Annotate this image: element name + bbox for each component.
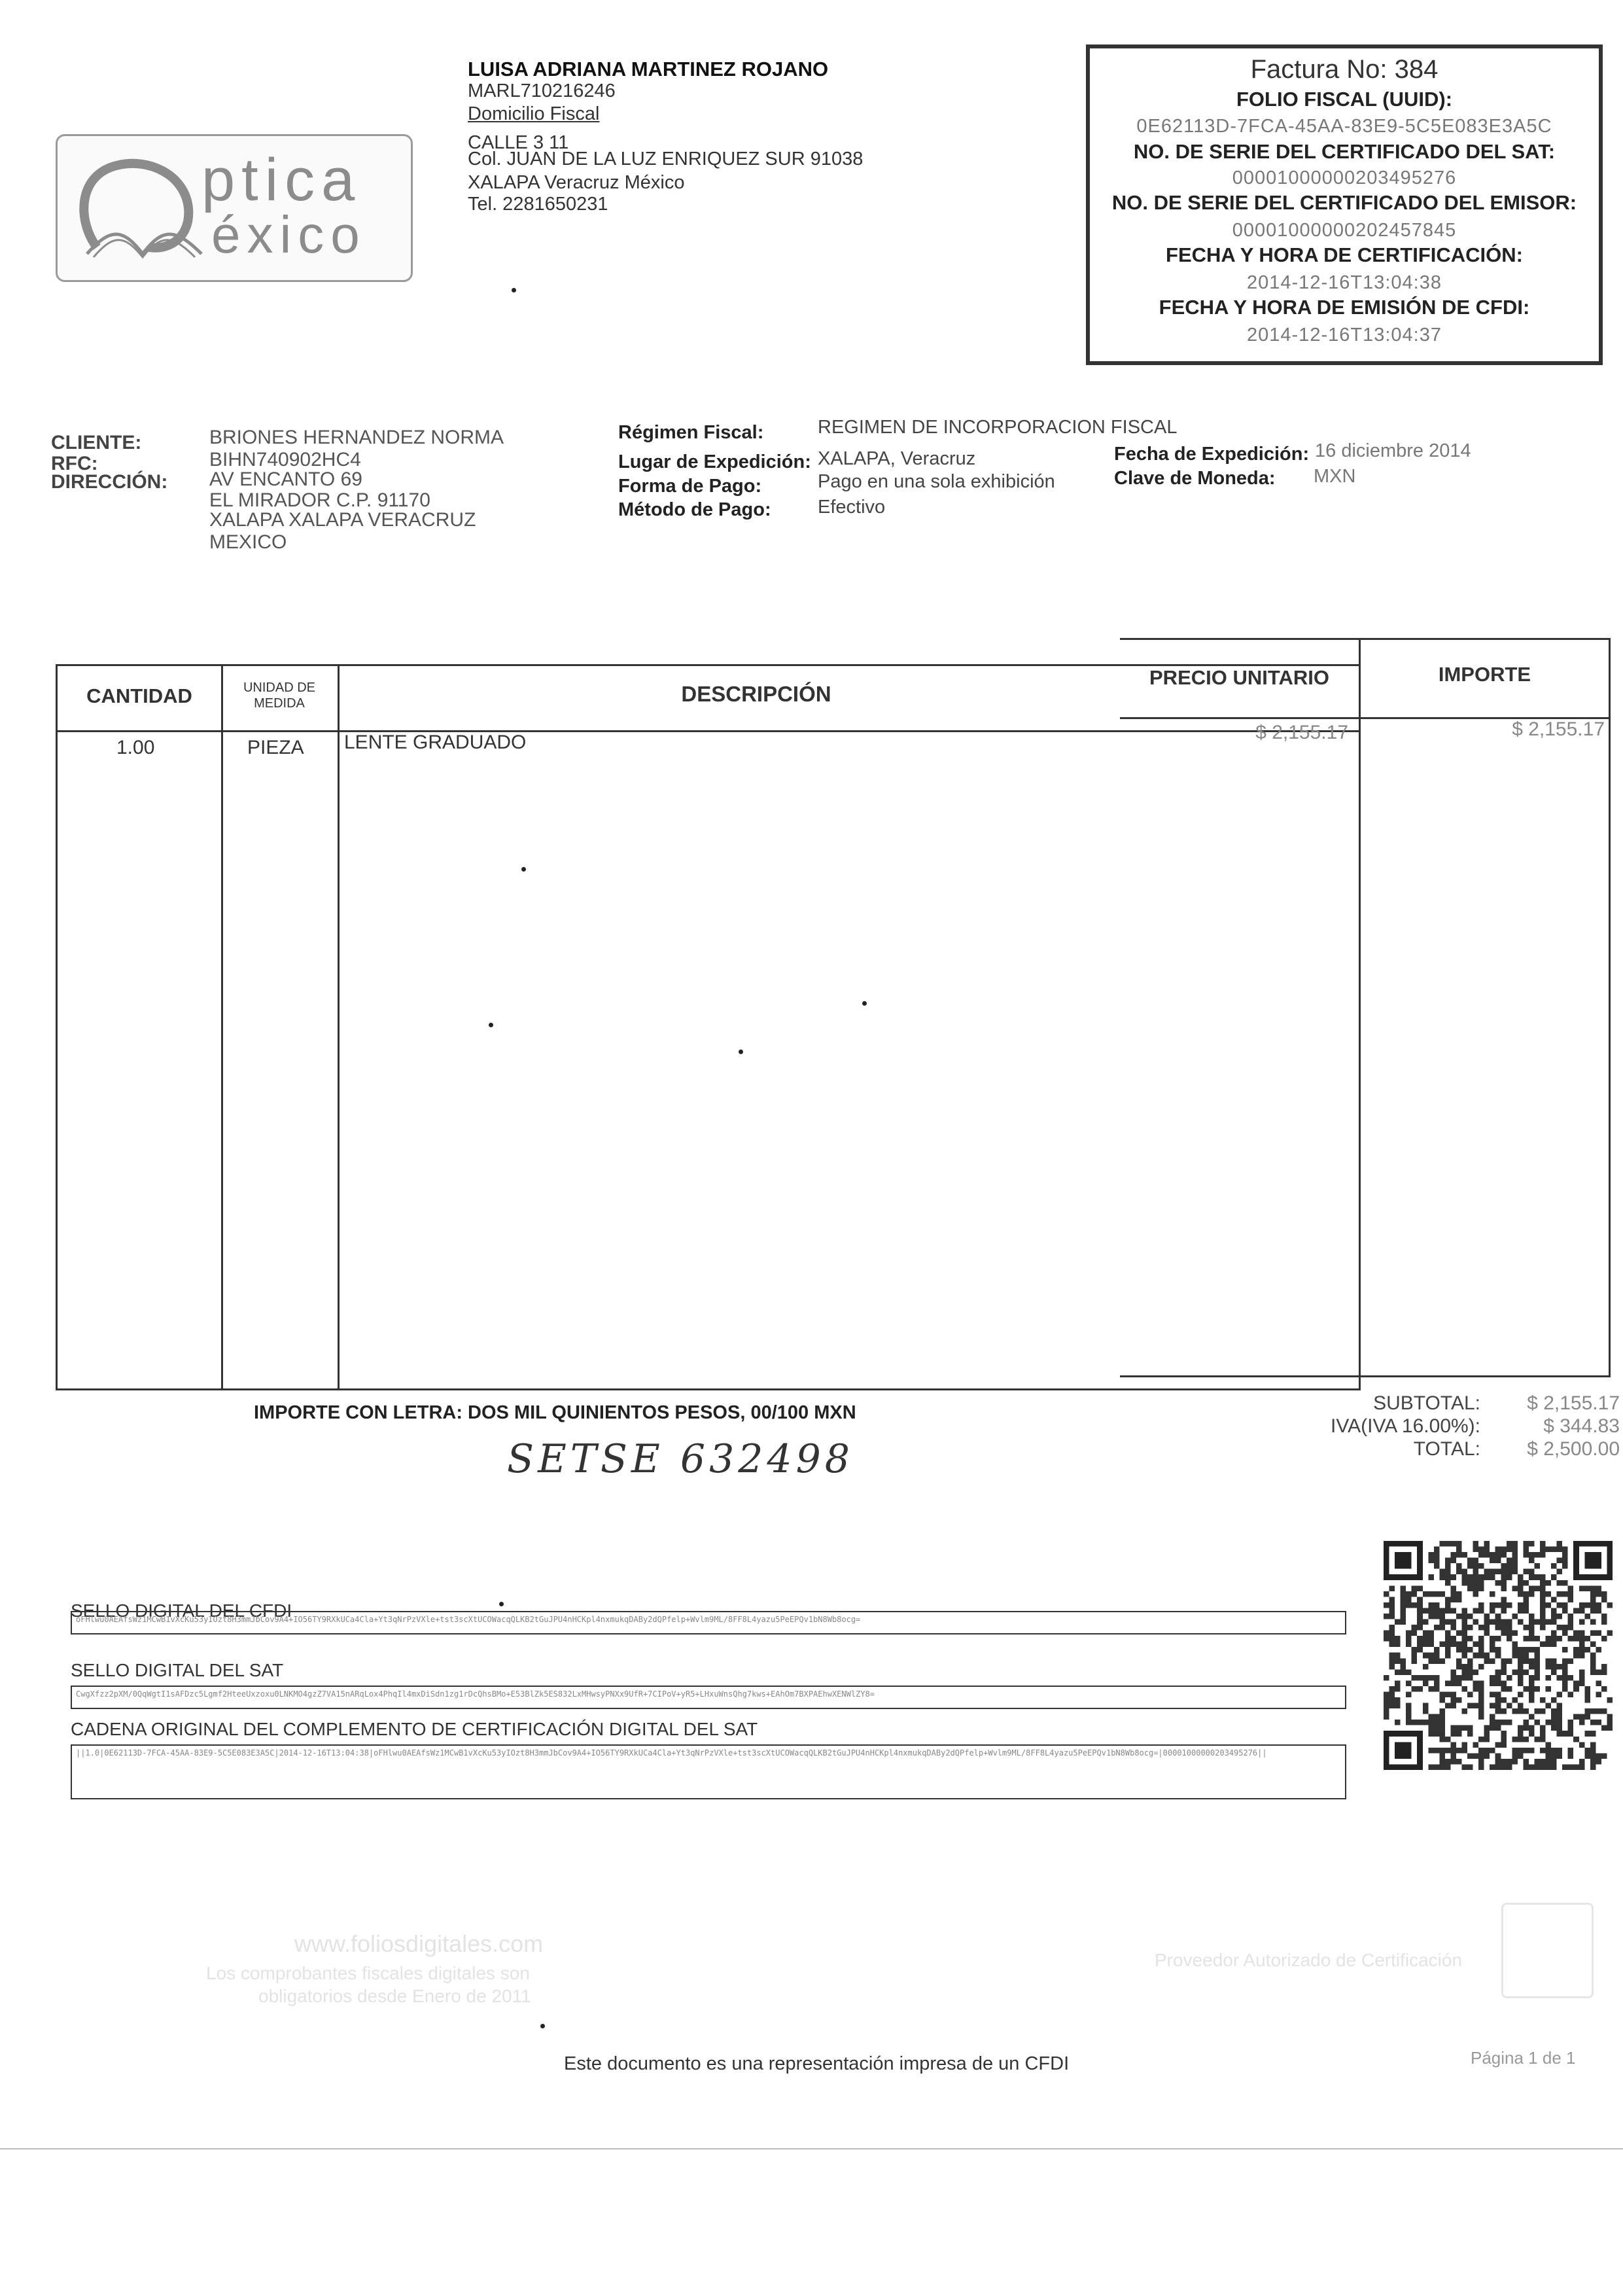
qr-code xyxy=(1384,1541,1613,1770)
row-descripcion: LENTE GRADUADO xyxy=(344,732,527,753)
serie-emisor-value: 00001000000202457845 xyxy=(1232,220,1457,241)
row-importe: $ 2,155.17 xyxy=(1512,718,1605,740)
scan-speck xyxy=(489,1023,493,1027)
metodo-label: Método de Pago: xyxy=(618,499,771,520)
iva-value: $ 344.83 xyxy=(1543,1415,1620,1437)
iva-label: IVA(IVA 16.00%): xyxy=(1331,1415,1480,1437)
client-rfc: BIHN740902HC4 xyxy=(209,449,361,470)
fecha-emision-label: FECHA Y HORA DE EMISIÓN DE CFDI: xyxy=(1159,296,1530,319)
footer-website: www.foliosdigitales.com xyxy=(294,1930,544,1957)
scan-speck xyxy=(521,867,526,872)
regimen-value: REGIMEN DE INCORPORACION FISCAL xyxy=(818,417,1178,438)
cadena-box: ||1.0|0E62113D-7FCA-45AA-83E9-5C5E083E3A5C|2014-12-16T13:04:38|oFHlwu0AEAfsWz1MCwB1vXcKu53yIOzt8H3mmJbCov9A4+IO56TY9RXkUCa4Cla+Yt3qNrPzVXle+tst3scXtUCOWacqQLKB2tGuJPU4nHCKpl4nxmukqDABy2dQPfelp+Wvlm9ML/8FF8L4yazu5PeEPQv1bN8Wb8ocg=|00001000000203495276|| xyxy=(71,1744,1346,1799)
moneda-value: MXN xyxy=(1314,466,1356,487)
forma-value: Pago en una sola exhibición xyxy=(818,471,1055,492)
logo-text-bottom: éxico xyxy=(211,205,366,264)
subtotal-label: SUBTOTAL: xyxy=(1373,1392,1480,1414)
footer-promo-1: Los comprobantes fiscales digitales son xyxy=(206,1963,530,1983)
serie-sat-label: NO. DE SERIE DEL CERTIFICADO DEL SAT: xyxy=(1133,140,1556,163)
header-unidad-1: UNIDAD DE xyxy=(243,680,315,695)
moneda-label: Clave de Moneda: xyxy=(1114,468,1276,489)
importe-con-letra: IMPORTE CON LETRA: DOS MIL QUINIENTOS PESOS, 00/100 MXN xyxy=(254,1402,856,1423)
col-divider xyxy=(221,666,223,1388)
cadena-label: CADENA ORIGINAL DEL COMPLEMENTO DE CERTIFICACIÓN DIGITAL DEL SAT xyxy=(71,1719,758,1739)
row-precio: $ 2,155.17 xyxy=(1255,722,1348,743)
client-address-1: AV ENCANTO 69 xyxy=(209,468,362,490)
sello-sat-label: SELLO DIGITAL DEL SAT xyxy=(71,1660,284,1680)
issuer-rfc: MARL710216246 xyxy=(468,80,616,101)
metodo-value: Efectivo xyxy=(818,497,886,518)
company-logo xyxy=(56,134,413,282)
subtotal-value: $ 2,155.17 xyxy=(1527,1392,1620,1414)
invoice-number: Factura No: 384 xyxy=(1250,55,1439,84)
scan-speck xyxy=(499,1602,504,1606)
fecha-certificacion-label: FECHA Y HORA DE CERTIFICACIÓN: xyxy=(1166,243,1523,266)
fecha-certificacion-value: 2014-12-16T13:04:38 xyxy=(1247,272,1442,293)
total-value: $ 2,500.00 xyxy=(1527,1438,1620,1460)
page-number: Página 1 de 1 xyxy=(1471,2048,1576,2068)
invoice-info-box xyxy=(1086,44,1603,365)
scan-edge-line xyxy=(0,2148,1623,2149)
sello-sat-box: CwgXfzz2pXM/0QqWgtI1sAFDzc5Lgmf2HteeUxzoxu0LNKMO4gzZ7VA15nARqLox4PhqIl4mxDiSdn1zg1rDcQhsBMo+E53BlZk5ES832LxMHwsyPNXx9UfR+7CIPoV+yR5+LHxuWnsQhg7kws+EAhOm7BXPAEhwXENWlZY8= xyxy=(71,1686,1346,1709)
client-address-4: MEXICO xyxy=(209,531,287,553)
forma-label: Forma de Pago: xyxy=(618,476,762,497)
fecha-expedicion-label: Fecha de Expedición: xyxy=(1114,444,1310,465)
rfc-label: RFC: xyxy=(51,453,98,474)
price-columns xyxy=(1120,638,1611,1377)
folio-fiscal-value: 0E62113D-7FCA-45AA-83E9-5C5E083E3A5C xyxy=(1136,116,1552,137)
fecha-expedicion-value: 16 diciembre 2014 xyxy=(1315,440,1471,461)
header-unidad-2: MEDIDA xyxy=(254,696,305,711)
fecha-emision-value: 2014-12-16T13:04:37 xyxy=(1247,325,1442,345)
folio-fiscal-label: FOLIO FISCAL (UUID): xyxy=(1236,88,1453,111)
cliente-label: CLIENTE: xyxy=(51,432,142,453)
sello-cfdi-box: oFHlwu0AEAfsWz1MCwB1vXcKu53yIOzt8H3mmJbCov9A4+IO56TY9RXkUCa4Cla+Yt3qNrPzVXle+tst3scXtUCOWacqQLKB2tGuJPU4nHCKpl4nxmukqDABy2dQPfelp+Wvlm9ML/8FF8L4yazu5PeEPQv1bN8Wb8ocg= xyxy=(71,1611,1346,1634)
sello-cfdi-label: SELLO DIGITAL DEL CFDI xyxy=(71,1600,292,1621)
issuer-domicilio-label: Domicilio Fiscal xyxy=(468,103,600,124)
client-address-3: XALAPA XALAPA VERACRUZ xyxy=(209,509,476,531)
header-cantidad: CANTIDAD xyxy=(86,684,192,707)
certification-seal-icon xyxy=(1501,1903,1594,1998)
issuer-city: XALAPA Veracruz México xyxy=(468,172,685,193)
logo-text-top: ptica xyxy=(201,147,362,213)
scan-speck xyxy=(540,2024,545,2028)
scan-speck xyxy=(739,1050,743,1054)
regimen-label: Régimen Fiscal: xyxy=(618,422,764,443)
col-divider xyxy=(338,666,340,1388)
issuer-phone: Tel. 2281650231 xyxy=(468,194,608,215)
representacion-impresa: Este documento es una representación impresa de un CFDI xyxy=(564,2053,1070,2074)
scan-speck xyxy=(862,1001,867,1006)
serie-emisor-label: NO. DE SERIE DEL CERTIFICADO DEL EMISOR: xyxy=(1111,191,1577,214)
handwritten-note: SETSE 632498 xyxy=(507,1436,854,1482)
client-name: BRIONES HERNANDEZ NORMA xyxy=(209,427,504,448)
logo-emblem xyxy=(71,149,215,267)
header-descripcion: DESCRIPCIÓN xyxy=(681,682,831,706)
serie-sat-value: 00001000000203495276 xyxy=(1232,168,1457,188)
row-unidad: PIEZA xyxy=(247,737,304,758)
lugar-value: XALAPA, Veracruz xyxy=(818,448,976,469)
direccion-label: DIRECCIÓN: xyxy=(51,471,168,493)
issuer-name: LUISA ADRIANA MARTINEZ ROJANO xyxy=(468,58,829,80)
issuer-street: CALLE 3 11 xyxy=(468,132,569,153)
scan-speck xyxy=(512,288,516,292)
client-address-2: EL MIRADOR C.P. 91170 xyxy=(209,489,430,511)
footer-promo-2: obligatorios desde Enero de 2011 xyxy=(258,1986,531,2006)
header-importe: IMPORTE xyxy=(1438,663,1531,686)
header-precio: PRECIO UNITARIO xyxy=(1149,666,1329,689)
issuer-colonia: Col. JUAN DE LA LUZ ENRIQUEZ SUR 91038 xyxy=(468,149,864,169)
lugar-label: Lugar de Expedición: xyxy=(618,451,811,472)
footer-right-note: Proveedor Autorizado de Certificación xyxy=(1155,1950,1463,1970)
total-label: TOTAL: xyxy=(1413,1438,1480,1460)
row-cantidad: 1.00 xyxy=(116,737,155,758)
col-divider xyxy=(1359,640,1361,1375)
